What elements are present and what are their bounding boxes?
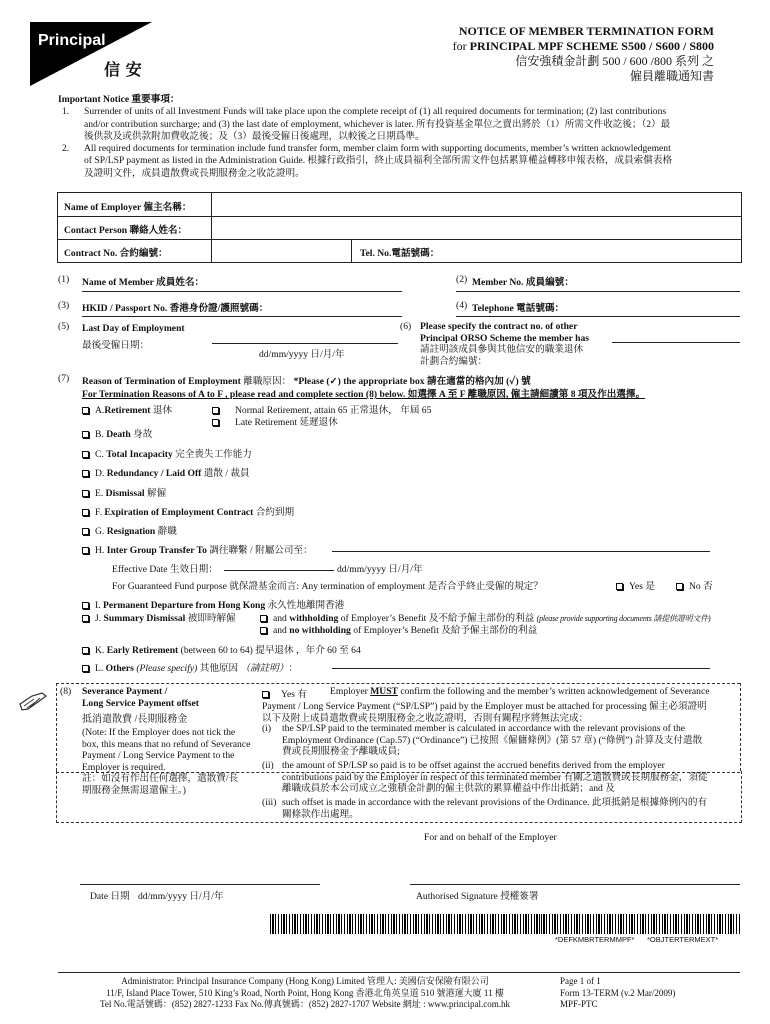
checkbox-b[interactable]: [82, 431, 89, 438]
checkbox-j[interactable]: [82, 615, 89, 622]
contract-no-label: Contract No. 合約編號：: [64, 248, 168, 259]
checkbox-late-retirement[interactable]: [212, 419, 219, 426]
j-withholding-option[interactable]: and withholding of Employer’s Benefit 及不給予僱主部份的利益 (please provide supporting documents 請提供證明文件): [260, 610, 710, 624]
checkbox-a[interactable]: [82, 407, 89, 414]
last-day-label: Last Day of Employment: [82, 323, 185, 334]
signature-label: Authorised Signature 授權簽署: [416, 891, 539, 902]
telephone-label: Telephone 電話號碼：: [472, 303, 565, 314]
severance-section-left-edge: [56, 683, 57, 771]
title-line-3: 信安強積金計劃 500 / 600 /800 系列 之: [515, 54, 714, 68]
checkbox-f[interactable]: [82, 509, 89, 516]
barcode-left-text: *DEFKMBRTERMMPF*: [555, 935, 635, 944]
severance-section-right-edge: [740, 683, 741, 771]
reason-i-departure[interactable]: I. Permanent Departure from Hong Kong 永久性地離開香港: [82, 597, 344, 611]
orso-contract-label: Please specify the contract no. of other Principal ORSO Scheme the member has 請註明該成員參與其他信安的職業退休 計劃合約編號：: [420, 321, 590, 367]
severance-yes-option[interactable]: Yes 有: [262, 686, 307, 700]
transfer-to-line[interactable]: [332, 551, 710, 552]
checkbox-g[interactable]: [82, 528, 89, 535]
footer-address: Administrator: Principal Insurance Company (Hong Kong) Limited 管理人: 美國信安保險有限公司 11/F, Island Place Tower, 510 King’s Road, North Point, Hong Kong 香港北角英皇道 510 號港運大廈 11 樓 Tel No.電話號碼：(852) 2827-1233 Fax No.傳真號碼：(852) 2827-1707 Website 網址 : www.principal.com.hk: [99, 976, 510, 1009]
checkbox-h[interactable]: [82, 547, 89, 554]
logo-text: Principal: [38, 32, 106, 49]
checkbox-i[interactable]: [82, 602, 89, 609]
important-notice: [58, 94, 742, 180]
checkbox-l[interactable]: [82, 665, 89, 672]
contact-person-label: Contact Person 聯絡人姓名：: [64, 225, 188, 236]
on-behalf-text: For and on behalf of the Employer: [424, 832, 557, 843]
field-5-num: (5): [58, 321, 70, 332]
severance-title: Severance Payment / Long Service Payment offset: [82, 686, 199, 709]
reason-b-death[interactable]: B. Death 身故: [82, 426, 152, 440]
severance-item-iii: (iii) such offset is made in accordance with the relevant provisions of the Ordinance. 此項抵銷是根據條例內的有 關條款作出處理。: [262, 797, 708, 820]
checkbox-j-no-withholding[interactable]: [260, 627, 267, 634]
barcode-right-text: *OBJTERTERMEXT*: [647, 935, 719, 944]
barcode-left: [270, 914, 540, 934]
notice-heading: Important Notice 重要事項：: [58, 94, 180, 105]
logo-cn-text: 信 安: [104, 60, 142, 79]
checkbox-c[interactable]: [82, 451, 89, 458]
member-no-label: Member No. 成員編號：: [472, 277, 574, 288]
date-hint: dd/mm/yyyy 日/月/年: [138, 891, 224, 902]
reason-f-expiration[interactable]: F. Expiration of Employment Contract 合約到期: [82, 504, 294, 518]
footer-form-info: Page 1 of 1 Form 13-TERM (v.2 Mar/2009) MPF-PTC: [560, 976, 676, 1009]
form-title: [453, 24, 714, 84]
contract-no-field[interactable]: [212, 240, 350, 262]
checkbox-gf-yes[interactable]: [616, 583, 623, 590]
reason-g-resignation[interactable]: G. Resignation 辭職: [82, 523, 177, 537]
gf-yes-option[interactable]: Yes 是: [616, 578, 655, 592]
effective-date-hint: dd/mm/yyyy 日/月/年: [337, 564, 423, 575]
section-7-instruction: For Termination Reasons of A to F , please read and complete section (8) below. 如選擇 A 至 F 離職原因, 僱主請細讀第 8 項及作出選擇。: [82, 389, 646, 400]
last-day-hint: dd/mm/yyyy 日/月/年: [259, 349, 345, 360]
date-label: Date 日期: [90, 891, 130, 902]
checkbox-d[interactable]: [82, 470, 89, 477]
notice-item-2: 2. All required documents for termination include fund transfer form, member claim form with supporting documents, member’s written acknowledgement of SP/LSP payment as listed in the Administration Guide. 根據行政指引，終止成員福利全部所需文件包括累算權益轉移申報表格，成員索償表格 及證明文件，成員遣散費或長期服務金之收訖證明。: [62, 143, 673, 179]
footer-rule: [58, 972, 740, 973]
hkid-line[interactable]: [82, 316, 402, 317]
field-3-num: (3): [58, 300, 70, 311]
section-7-heading: Reason of Termination of Employment 離職原因： *Please (✓) the appropriate box 請在適當的格內加 (✓) 號: [82, 376, 531, 387]
field-1-num: (1): [58, 274, 70, 285]
severance-item-ii: (ii) the amount of SP/LSP so paid is to be offset against the accrued benefits derived from the employer contributions paid by the Employer in respect of this terminated member 有關之遣散費或長期服務金，須從 離職成員於本公司成立之強積金計劃的僱主供款的累算權益中作出抵銷；and 及: [262, 760, 708, 795]
gf-no-option[interactable]: No 否: [676, 578, 713, 592]
reason-h-transfer[interactable]: H. Inter Group Transfer To 調往聯繫 / 附屬公司至：: [82, 542, 313, 556]
checkbox-gf-no[interactable]: [676, 583, 683, 590]
reason-e-dismissal[interactable]: E. Dismissal 解僱: [82, 485, 166, 499]
last-day-line[interactable]: [212, 343, 398, 344]
member-name-label: Name of Member 成員姓名：: [82, 277, 205, 288]
reason-d-redundancy[interactable]: D. Redundancy / Laid Off 遣散 / 裁員: [82, 465, 250, 479]
last-day-cn: 最後受僱日期：: [82, 340, 150, 351]
j-no-withholding-option[interactable]: and no withholding of Employer’s Benefit 及給予僱主部份的利益: [260, 622, 537, 636]
effective-date-line[interactable]: [224, 570, 334, 571]
date-line[interactable]: [80, 884, 320, 885]
checkbox-j-withholding[interactable]: [260, 615, 267, 622]
checkbox-normal-retirement[interactable]: [212, 407, 219, 414]
contact-person-field[interactable]: [212, 217, 740, 239]
guaranteed-fund-question: For Guaranteed Fund purpose 就保證基金而言: Any termination of employment 是否合乎終止受僱的規定？: [112, 581, 543, 592]
tel-no-label: Tel. No.電話號碼：: [360, 248, 440, 259]
member-name-line[interactable]: [82, 291, 402, 292]
others-specify-line[interactable]: [332, 668, 710, 669]
section-7-num: (7): [58, 373, 70, 384]
barcode-right: [541, 914, 741, 934]
member-no-line[interactable]: [456, 291, 740, 292]
severance-note: (Note: If the Employer does not tick the box, this means that no refund of Severance Payment / Long Service Payment to the Employer is required. 註：如沒有作出任何選擇，遣散費/長 期服務金無需退還僱主。): [82, 727, 251, 796]
reason-a-retirement[interactable]: A.Retirement 退休: [82, 402, 172, 416]
severance-title-cn: 抵消遣散費 /長期服務金: [82, 714, 188, 725]
notice-item-1: 1. Surrender of units of all Investment Funds will take place upon the complete receipt of (1) all required documents for termination; (2) last contributions and/or contribution surcharge; and (3) the last date of employment, whichever is later. 所有投資基金單位之賣出將於（1）所需文件收訖後；（2）最 後供款及或供款附加費收訖後；及（3）最後受僱日後處理，以較後之日期爲準。: [62, 106, 671, 142]
reason-k-early-retirement[interactable]: K. Early Retirement (between 60 to 64) 提早退休 ，年介 60 至 64: [82, 642, 361, 656]
severance-line-3: 以下及附上成員遣散費或長期服務金之收訖證明，否則有關程序將無法完成：: [262, 713, 589, 724]
field-6-num: (6): [400, 321, 412, 332]
employer-table: [57, 192, 742, 263]
severance-must-line: Employer MUST confirm the following and the member’s written acknowledgement of Severance: [330, 686, 710, 697]
checkbox-severance-yes[interactable]: [262, 691, 269, 698]
late-retirement-option[interactable]: Late Retirement 延遲退休: [212, 414, 338, 428]
field-2-num: (2): [456, 274, 468, 285]
checkbox-k[interactable]: [82, 647, 89, 654]
normal-retirement-option[interactable]: Normal Retirement, attain 65 正常退休， 年屆 65: [212, 402, 431, 416]
severance-line-2: Payment / Long Service Payment (“SP/LSP”) paid by the Employer must be attached for processing 僱主必須證明: [262, 701, 707, 712]
field-4-num: (4): [456, 300, 468, 311]
effective-date-label: Effective Date 生效日期：: [112, 564, 218, 575]
title-line-2: for PRINCIPAL MPF SCHEME S500 / S600 / S800: [452, 39, 714, 53]
severance-item-i: (i) the SP/LSP paid to the terminated member is calculated in accordance with the relevant provisions of the Employment Ordinance (Cap.57) (“Ordinance”) 已按照《僱傭條例》(第 57 章) (“條例”) 計算及支付遣散 費或長期服務金予離職成員;: [262, 723, 703, 758]
hkid-label: HKID / Passport No. 香港身份證/護照號碼：: [82, 303, 269, 314]
pen-hand-icon: [18, 690, 48, 712]
title-line-1: NOTICE OF MEMBER TERMINATION FORM: [458, 24, 714, 38]
telephone-line[interactable]: [456, 316, 740, 317]
reason-j-summary-dismissal[interactable]: J. Summary Dismissal 被即時解僱: [82, 610, 236, 624]
employer-name-field[interactable]: [212, 193, 740, 216]
title-line-4: 僱員離職通知書: [629, 69, 714, 83]
signature-line[interactable]: [410, 884, 740, 885]
severance-box-lower: [56, 771, 742, 823]
reason-l-others[interactable]: L. Others (Please specify) 其他原因 （請註明）：: [82, 660, 298, 674]
employer-name-label: Name of Employer 僱主名稱：: [64, 202, 192, 213]
section-8-num: (8): [60, 686, 72, 697]
checkbox-e[interactable]: [82, 490, 89, 497]
orso-contract-line[interactable]: [612, 342, 740, 343]
reason-c-incapacity[interactable]: C. Total Incapacity 完全喪失工作能力: [82, 446, 252, 460]
